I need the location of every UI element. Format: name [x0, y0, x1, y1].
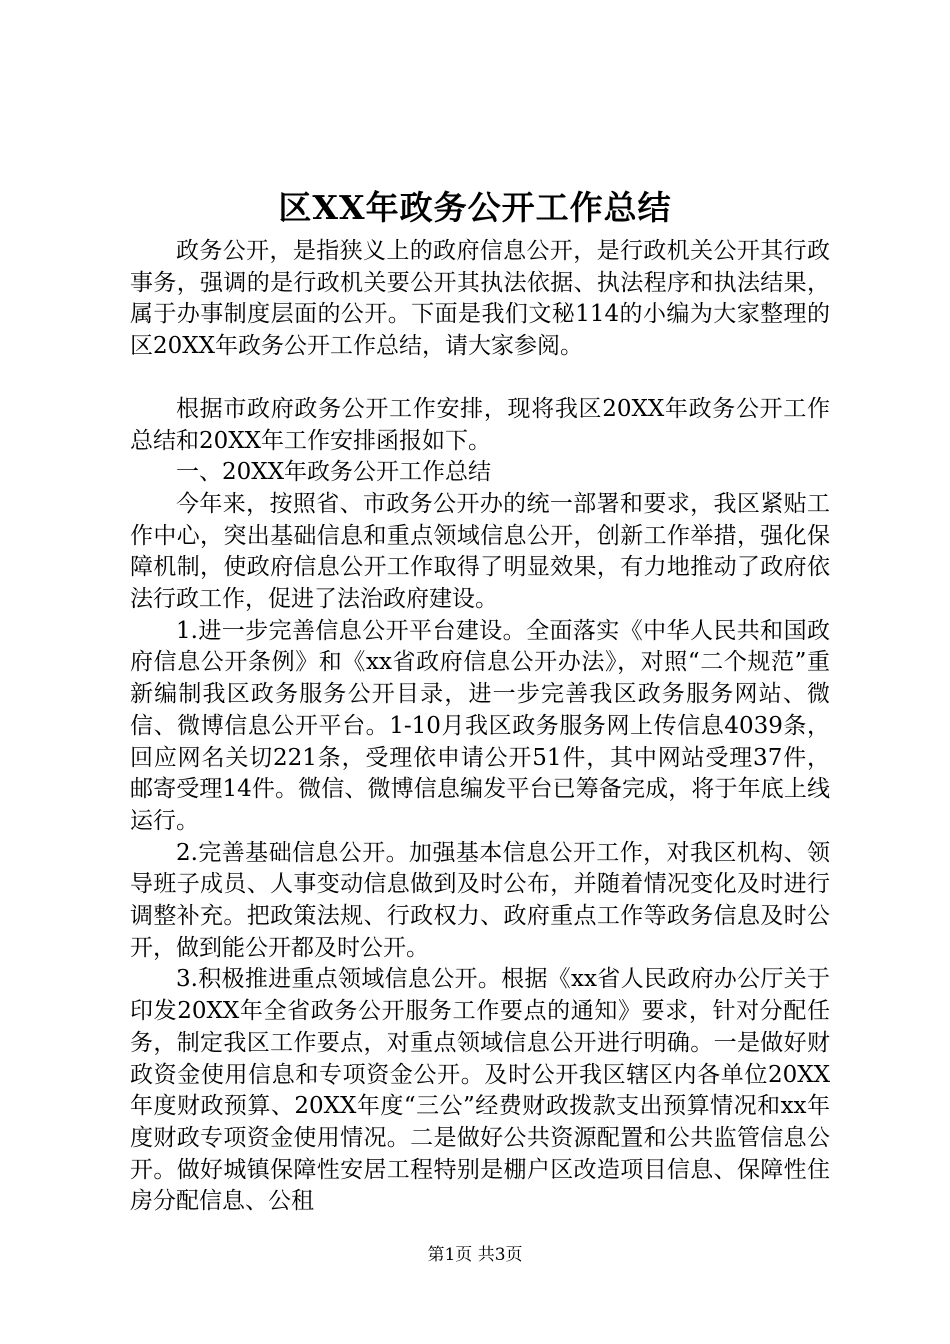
paragraph-item-3: 3.积极推进重点领域信息公开。根据《xx省人民政府办公厅关于印发20XX年全省政务公开服务工作要点的通知》要求，针对分配任务，制定我区工作要点，对重点领域信息公开进行明确。一是做好财政资金使用信息和专项资金公开。及时公开我区辖区内各单位20XX年度财政预算、20XX年度“三公”经费财政拨款支出预算情况和xx年度财政专项资金使用情况。二是做好公共资源配置和公共监管信息公开。做好城镇保障性安居工程特别是棚户区改造项目信息、保障性住房分配信息、公租: [130, 966, 830, 1215]
paragraph-intro: 政务公开，是指狭义上的政府信息公开，是行政机关公开其行政事务，强调的是行政机关要公开其执法依据、执法程序和执法结果，属于办事制度层面的公开。下面是我们文秘114的小编为大家整理的区20XX年政务公开工作总结，请大家参阅。: [130, 238, 830, 360]
paragraph-summary: 今年来，按照省、市政务公开办的统一部署和要求，我区紧贴工作中心，突出基础信息和重点领域信息公开，创新工作举措，强化保障机制，使政府信息公开工作取得了明显效果，有力地推动了政府依法行政工作，促进了法治政府建设。: [130, 490, 830, 613]
paragraph-opening: 根据市政府政务公开工作安排，现将我区20XX年政务公开工作总结和20XX年工作安排函报如下。: [130, 395, 830, 454]
paragraph-item-1: 1.进一步完善信息公开平台建设。全面落实《中华人民共和国政府信息公开条例》和《xx省政府信息公开办法》，对照“二个规范”重新编制我区政务服务公开目录，进一步完善我区政务服务网站、微信、微博信息公开平台。1-10月我区政务服务网上传信息4039条，回应网名关切221条，受理依申请公开51件，其中网站受理37件，邮寄受理14件。微信、微博信息编发平台已筹备完成，将于年底上线运行。: [130, 617, 830, 834]
paragraph-item-2: 2.完善基础信息公开。加强基本信息公开工作，对我区机构、领导班子成员、人事变动信息做到及时公布，并随着情况变化及时进行调整补充。把政策法规、行政权力、政府重点工作等政务信息及时公开，做到能公开都及时公开。: [130, 839, 830, 961]
document-title: 区XX年政务公开工作总结: [278, 188, 672, 227]
document-body: [130, 236, 830, 1218]
page-number-footer: 第1页 共3页: [427, 1245, 523, 1265]
section-heading: 一、20XX年政务公开工作总结: [176, 459, 492, 486]
